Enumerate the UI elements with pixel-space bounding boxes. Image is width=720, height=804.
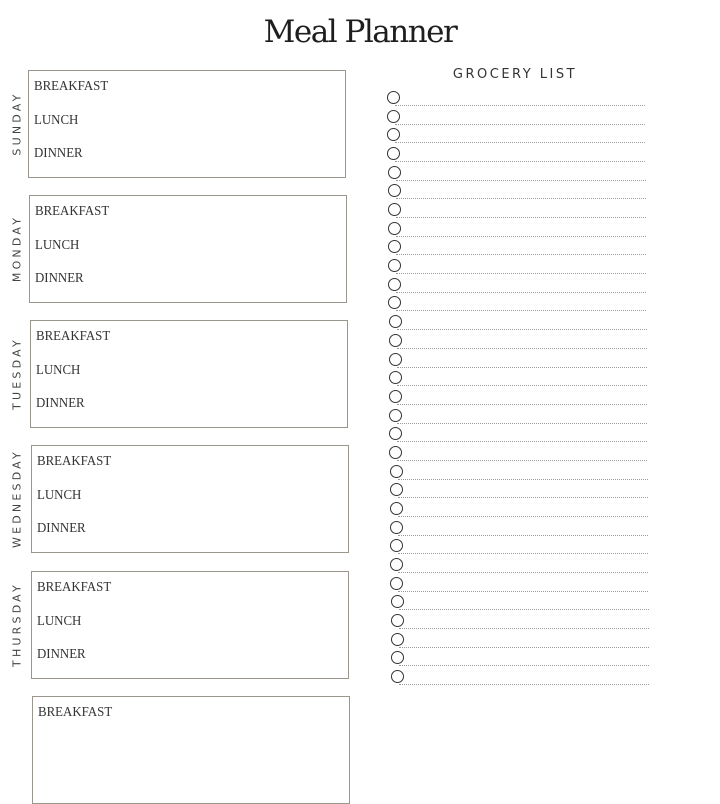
checkbox-circle[interactable]	[389, 353, 402, 366]
day-box	[32, 696, 350, 804]
checkbox-circle[interactable]	[391, 595, 404, 608]
checkbox-circle[interactable]	[389, 334, 402, 347]
grocery-item-line[interactable]	[399, 647, 649, 648]
grocery-item-line[interactable]	[398, 535, 648, 536]
checkbox-circle[interactable]	[387, 91, 400, 104]
day-box	[28, 70, 346, 178]
checkbox-circle[interactable]	[389, 427, 402, 440]
grocery-item-line[interactable]	[395, 161, 645, 162]
checkbox-circle[interactable]	[390, 465, 403, 478]
grocery-item-line[interactable]	[398, 591, 648, 592]
meal-label: DINNER	[37, 647, 86, 662]
grocery-item-line[interactable]	[397, 460, 647, 461]
meal-label: DINNER	[34, 146, 83, 161]
meal-label: LUNCH	[34, 112, 79, 128]
grocery-item-line[interactable]	[397, 404, 647, 405]
grocery-item-line[interactable]	[396, 254, 646, 255]
grocery-item-line[interactable]	[398, 479, 648, 480]
day-label: SUNDAY	[10, 91, 24, 156]
grocery-item-line[interactable]	[399, 665, 649, 666]
grocery-item-line[interactable]	[398, 497, 648, 498]
checkbox-circle[interactable]	[388, 203, 401, 216]
page-title: Meal Planner	[263, 14, 457, 50]
checkbox-circle[interactable]	[390, 502, 403, 515]
day-box	[30, 320, 348, 428]
grocery-item-line[interactable]	[397, 329, 647, 330]
checkbox-circle[interactable]	[388, 240, 401, 253]
day-box	[31, 571, 349, 679]
checkbox-circle[interactable]	[388, 278, 401, 291]
meal-label: DINNER	[36, 396, 85, 411]
checkbox-circle[interactable]	[387, 110, 400, 123]
meal-label: DINNER	[37, 521, 86, 536]
meal-label: BREAKFAST	[37, 454, 112, 469]
checkbox-circle[interactable]	[389, 409, 402, 422]
checkbox-circle[interactable]	[388, 184, 401, 197]
meal-label: LUNCH	[35, 237, 80, 253]
meal-label: BREAKFAST	[36, 329, 111, 344]
checkbox-circle[interactable]	[388, 166, 401, 179]
grocery-item-line[interactable]	[395, 124, 645, 125]
grocery-item-line[interactable]	[395, 105, 645, 106]
meal-label: LUNCH	[37, 613, 82, 629]
grocery-item-line[interactable]	[396, 180, 646, 181]
grocery-list-title: GROCERY LIST	[452, 67, 578, 82]
grocery-item-line[interactable]	[396, 198, 646, 199]
grocery-item-line[interactable]	[399, 684, 649, 685]
checkbox-circle[interactable]	[388, 296, 401, 309]
grocery-item-line[interactable]	[396, 236, 646, 237]
meal-label: BREAKFAST	[34, 79, 109, 94]
day-label: TUESDAY	[10, 337, 24, 410]
checkbox-circle[interactable]	[389, 446, 402, 459]
checkbox-circle[interactable]	[390, 539, 403, 552]
grocery-item-line[interactable]	[398, 572, 648, 573]
meal-label: BREAKFAST	[37, 580, 112, 595]
grocery-item-line[interactable]	[397, 441, 647, 442]
grocery-item-line[interactable]	[396, 292, 646, 293]
checkbox-circle[interactable]	[388, 259, 401, 272]
grocery-item-line[interactable]	[397, 367, 647, 368]
grocery-item-line[interactable]	[397, 348, 647, 349]
checkbox-circle[interactable]	[390, 577, 403, 590]
checkbox-circle[interactable]	[387, 147, 400, 160]
meal-label: BREAKFAST	[38, 705, 113, 720]
grocery-item-line[interactable]	[397, 385, 647, 386]
checkbox-circle[interactable]	[389, 390, 402, 403]
checkbox-circle[interactable]	[388, 222, 401, 235]
meal-label: LUNCH	[36, 362, 81, 378]
day-box	[31, 445, 349, 553]
grocery-item-line[interactable]	[399, 609, 649, 610]
checkbox-circle[interactable]	[391, 651, 404, 664]
grocery-item-line[interactable]	[399, 628, 649, 629]
checkbox-circle[interactable]	[391, 633, 404, 646]
checkbox-circle[interactable]	[387, 128, 400, 141]
day-label: THURSDAY	[10, 582, 24, 667]
grocery-item-line[interactable]	[396, 217, 646, 218]
checkbox-circle[interactable]	[389, 315, 402, 328]
meal-label: LUNCH	[37, 487, 82, 503]
checkbox-circle[interactable]	[391, 670, 404, 683]
meal-label: BREAKFAST	[35, 204, 110, 219]
grocery-item-line[interactable]	[396, 273, 646, 274]
day-box	[29, 195, 347, 303]
grocery-item-line[interactable]	[398, 553, 648, 554]
grocery-item-line[interactable]	[398, 516, 648, 517]
checkbox-circle[interactable]	[390, 521, 403, 534]
day-label: MONDAY	[10, 214, 24, 283]
grocery-item-line[interactable]	[397, 423, 647, 424]
day-label: WEDNESDAY	[10, 449, 24, 548]
meal-label: DINNER	[35, 271, 84, 286]
checkbox-circle[interactable]	[389, 371, 402, 384]
checkbox-circle[interactable]	[390, 558, 403, 571]
checkbox-circle[interactable]	[390, 483, 403, 496]
checkbox-circle[interactable]	[391, 614, 404, 627]
grocery-item-line[interactable]	[395, 142, 645, 143]
grocery-item-line[interactable]	[396, 310, 646, 311]
